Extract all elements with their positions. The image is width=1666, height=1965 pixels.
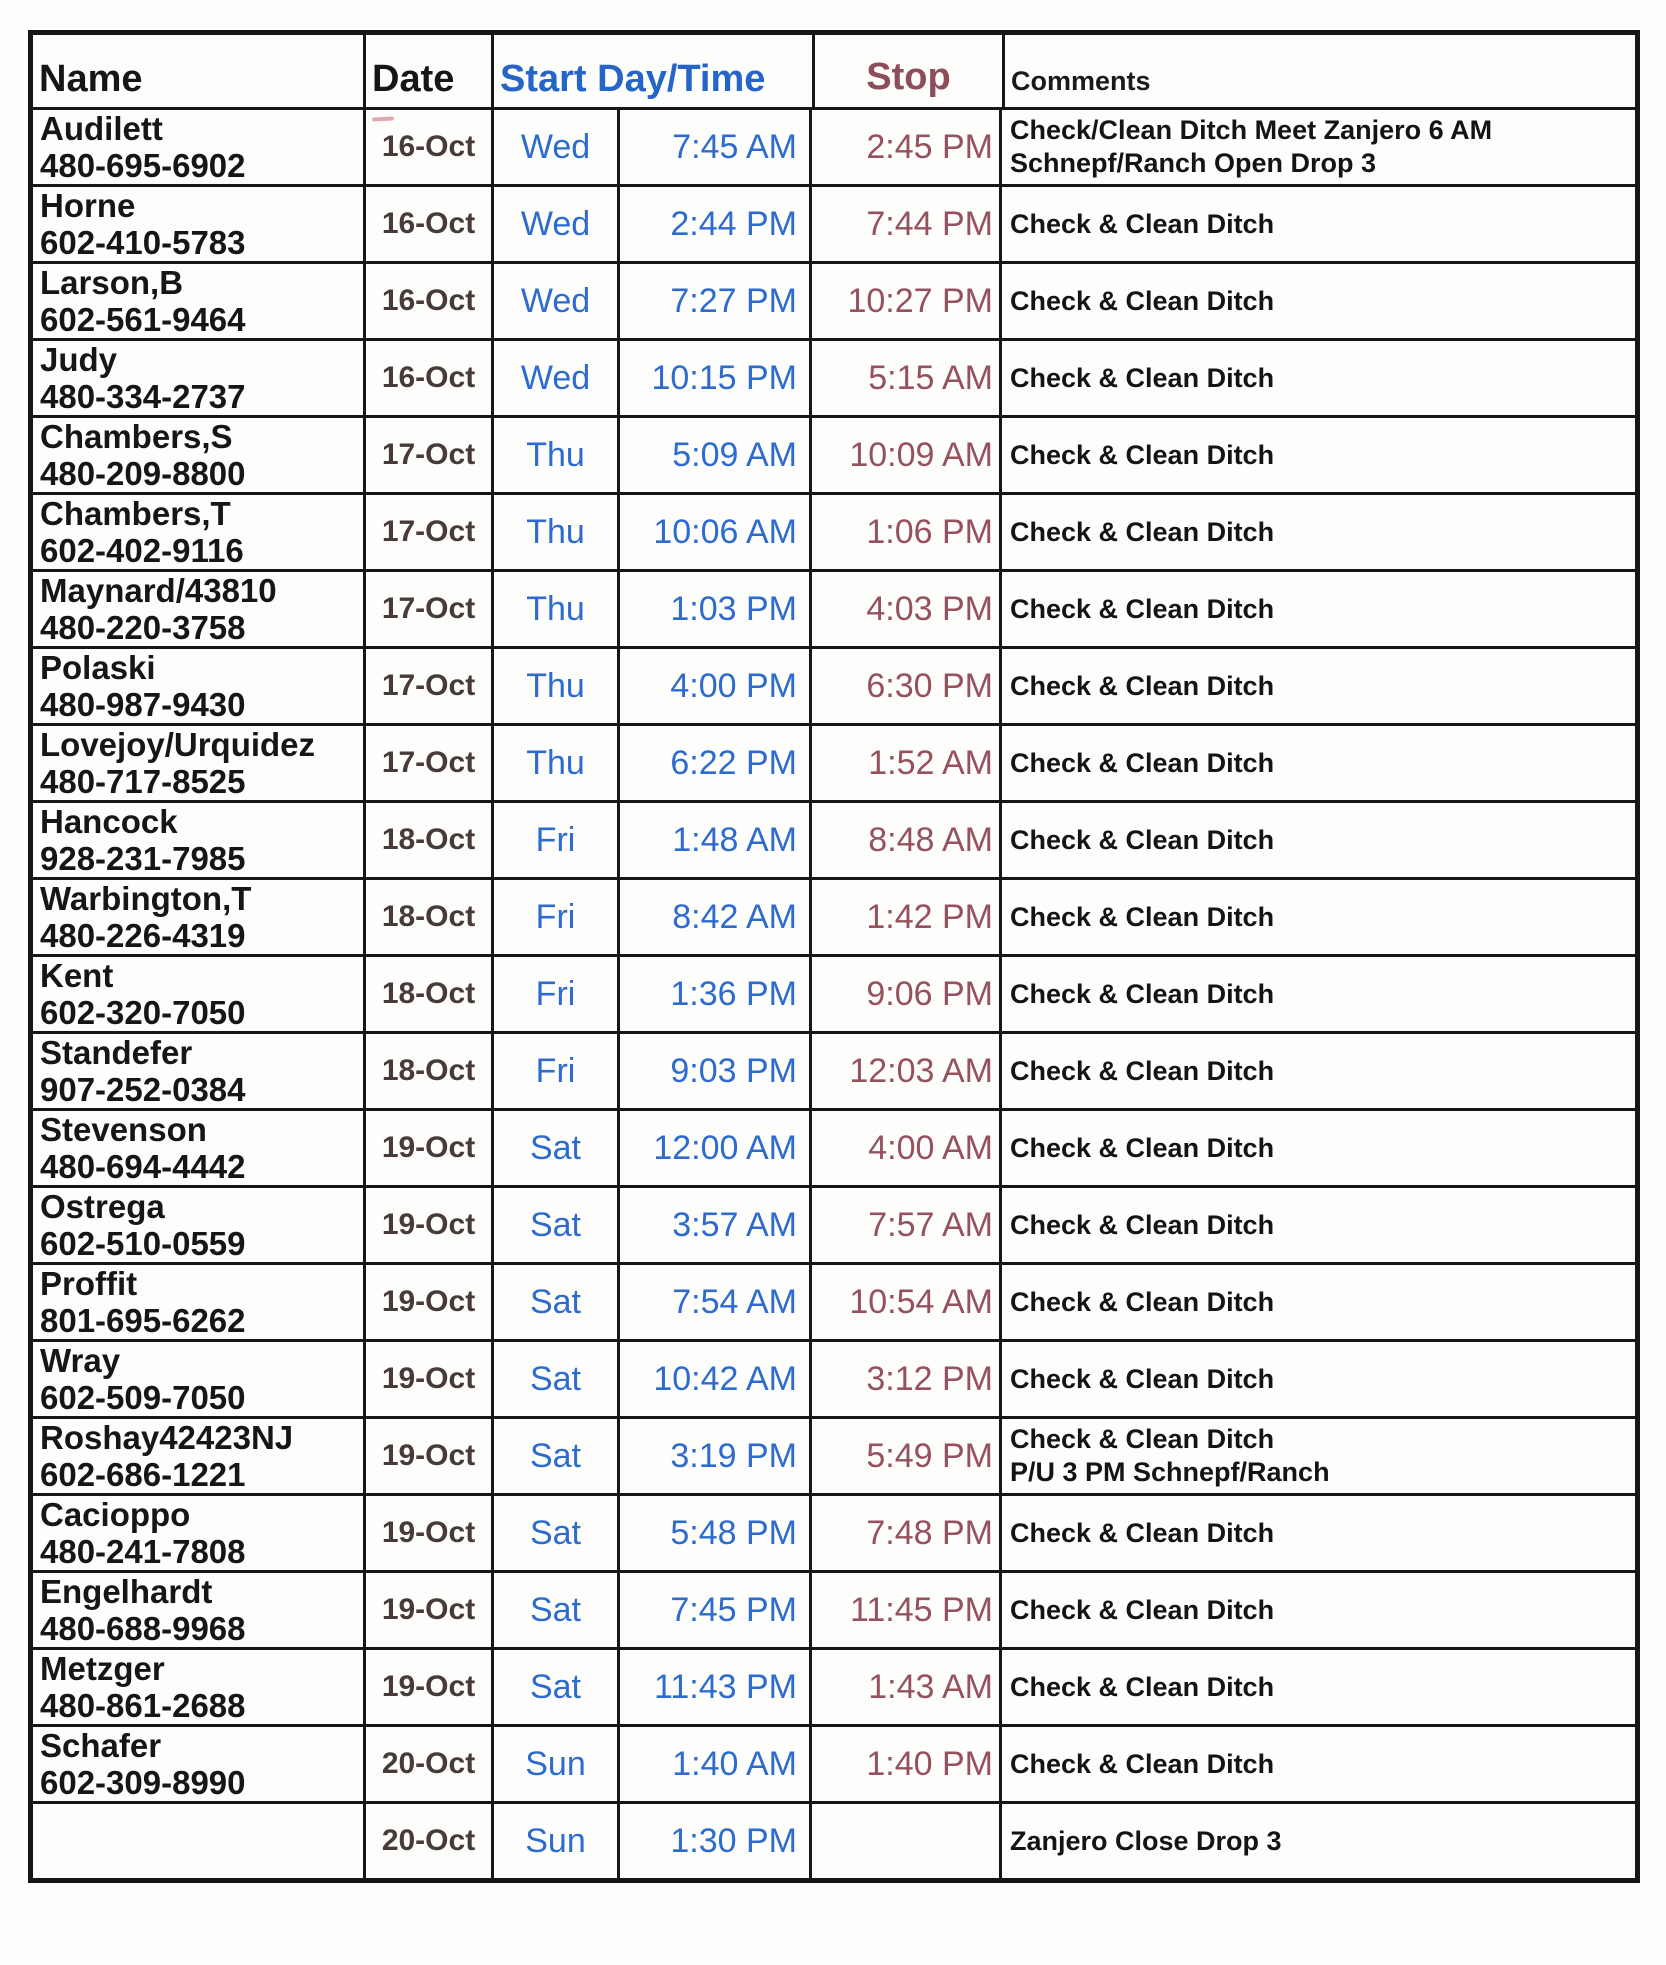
start-day-cell: Wed [491, 341, 617, 415]
comment-line: Check & Clean Ditch [1010, 362, 1275, 393]
table-row [33, 877, 1635, 954]
start-time-cell: 1:40 AM [617, 1727, 809, 1801]
comment-line: Check & Clean Ditch [1010, 516, 1275, 547]
customer-name: Chambers,S [40, 418, 233, 455]
date-cell: 18-Oct [363, 880, 491, 954]
table-row [33, 415, 1635, 492]
phone-number: 480-694-4442 [40, 1148, 246, 1185]
stop-time-cell [809, 1804, 999, 1878]
customer-name: Engelhardt [40, 1573, 213, 1610]
comments-cell [999, 110, 1635, 184]
comment-line: Check & Clean Ditch [1010, 1286, 1275, 1317]
name-cell [33, 495, 363, 569]
stop-time-cell: 2:45 PM [809, 110, 999, 184]
phone-number: 928-231-7985 [40, 840, 246, 877]
stop-time-cell: 5:15 AM [809, 341, 999, 415]
customer-name: Wray [40, 1342, 121, 1379]
name-cell [33, 726, 363, 800]
start-day-cell: Sat [491, 1573, 617, 1647]
start-day-cell: Fri [491, 803, 617, 877]
start-time-cell: 9:03 PM [617, 1034, 809, 1108]
date-cell: 17-Oct [363, 649, 491, 723]
start-time-cell: 1:03 PM [617, 572, 809, 646]
stop-time-cell: 9:06 PM [809, 957, 999, 1031]
start-time-cell: 7:45 PM [617, 1573, 809, 1647]
date-cell: 19-Oct [363, 1419, 491, 1493]
phone-number: 480-688-9968 [40, 1610, 246, 1647]
name-cell [33, 341, 363, 415]
start-day-cell: Sat [491, 1496, 617, 1570]
comment-line: Zanjero Close Drop 3 [1010, 1825, 1282, 1856]
comments-cell [999, 1188, 1635, 1262]
comments-cell [999, 1034, 1635, 1108]
phone-number: 602-509-7050 [40, 1379, 246, 1416]
start-time-cell: 6:22 PM [617, 726, 809, 800]
phone-number: 480-226-4319 [40, 917, 246, 954]
customer-name: Warbington,T [40, 880, 252, 917]
comment-line: Check & Clean Ditch [1010, 1209, 1275, 1240]
customer-name: Polaski [40, 649, 156, 686]
name-cell [33, 1111, 363, 1185]
comments-cell [999, 1342, 1635, 1416]
table-row [33, 646, 1635, 723]
name-cell [33, 264, 363, 338]
name-cell [33, 1188, 363, 1262]
table-row [33, 1416, 1635, 1493]
phone-number: 480-861-2688 [40, 1687, 246, 1724]
customer-name: Larson,B [40, 264, 184, 301]
comments-cell [999, 880, 1635, 954]
comment-line: Check & Clean Ditch [1010, 1363, 1275, 1394]
date-cell: 16-Oct [363, 341, 491, 415]
start-day-cell: Fri [491, 957, 617, 1031]
comment-line: Check & Clean Ditch [1010, 1424, 1275, 1454]
phone-number: 602-410-5783 [40, 224, 246, 261]
customer-name: Horne [40, 187, 136, 224]
comment-line: Check/Clean Ditch Meet Zanjero 6 AM [1010, 115, 1493, 145]
start-day-cell: Sat [491, 1419, 617, 1493]
comments-cell [999, 1419, 1635, 1493]
date-cell: 18-Oct [363, 957, 491, 1031]
phone-number: 480-695-6902 [40, 147, 246, 184]
comment-line: Check & Clean Ditch [1010, 1055, 1275, 1086]
stop-time-cell: 12:03 AM [809, 1034, 999, 1108]
header-row [33, 35, 1635, 107]
name-cell [33, 572, 363, 646]
start-time-cell: 5:48 PM [617, 1496, 809, 1570]
date-cell: 18-Oct [363, 1034, 491, 1108]
table-row [33, 1262, 1635, 1339]
start-day-cell: Wed [491, 187, 617, 261]
phone-number: 480-241-7808 [40, 1533, 246, 1570]
customer-name: Proffit [40, 1265, 138, 1302]
date-cell: 19-Oct [363, 1650, 491, 1724]
phone-number: 801-695-6262 [40, 1302, 246, 1339]
phone-number: 602-686-1221 [40, 1456, 246, 1493]
header-date: Date [363, 35, 491, 107]
stop-time-cell: 11:45 PM [809, 1573, 999, 1647]
date-cell: 19-Oct [363, 1342, 491, 1416]
comment-line: Check & Clean Ditch [1010, 285, 1275, 316]
table-row [33, 1493, 1635, 1570]
stop-time-cell: 1:06 PM [809, 495, 999, 569]
customer-name: Metzger [40, 1650, 165, 1687]
table-row [33, 492, 1635, 569]
start-time-cell: 3:19 PM [617, 1419, 809, 1493]
phone-number: 480-209-8800 [40, 455, 246, 492]
phone-number: 602-309-8990 [40, 1764, 246, 1801]
name-cell [33, 1650, 363, 1724]
start-day-cell: Thu [491, 418, 617, 492]
start-time-cell: 1:36 PM [617, 957, 809, 1031]
stop-time-cell: 1:42 PM [809, 880, 999, 954]
stop-time-cell: 7:48 PM [809, 1496, 999, 1570]
name-cell [33, 1265, 363, 1339]
comments-cell [999, 726, 1635, 800]
date-cell: 19-Oct [363, 1188, 491, 1262]
date-cell: 19-Oct [363, 1111, 491, 1185]
phone-number: 480-334-2737 [40, 378, 246, 415]
customer-name: Ostrega [40, 1188, 165, 1225]
name-cell [33, 803, 363, 877]
table-row [33, 569, 1635, 646]
date-cell: 17-Oct [363, 495, 491, 569]
name-cell [33, 110, 363, 184]
start-time-cell: 2:44 PM [617, 187, 809, 261]
customer-name: Standefer [40, 1034, 193, 1071]
table-row [33, 1339, 1635, 1416]
start-time-cell: 7:45 AM [617, 110, 809, 184]
header-stop: Stop [812, 35, 1002, 107]
name-cell [33, 649, 363, 723]
stop-time-cell: 8:48 AM [809, 803, 999, 877]
date-cell: 17-Oct [363, 726, 491, 800]
phone-number: 602-510-0559 [40, 1225, 246, 1262]
phone-number: 602-561-9464 [40, 301, 246, 338]
name-cell [33, 1804, 363, 1878]
customer-name: Stevenson [40, 1111, 207, 1148]
date-cell: 20-Oct [363, 1727, 491, 1801]
comment-line: Check & Clean Ditch [1010, 1671, 1275, 1702]
customer-name: Kent [40, 957, 114, 994]
date-cell: 16-Oct [363, 187, 491, 261]
comments-cell [999, 1650, 1635, 1724]
name-cell [33, 957, 363, 1031]
comments-cell [999, 1804, 1635, 1878]
start-time-cell: 1:48 AM [617, 803, 809, 877]
customer-name: Roshay42423NJ [40, 1419, 294, 1456]
comment-line: Check & Clean Ditch [1010, 593, 1275, 624]
stop-time-cell: 1:40 PM [809, 1727, 999, 1801]
name-cell [33, 1342, 363, 1416]
table-row [33, 954, 1635, 1031]
start-day-cell: Sat [491, 1650, 617, 1724]
start-time-cell: 10:15 PM [617, 341, 809, 415]
start-day-cell: Wed [491, 110, 617, 184]
start-time-cell: 1:30 PM [617, 1804, 809, 1878]
start-time-cell: 3:57 AM [617, 1188, 809, 1262]
start-day-cell: Sun [491, 1727, 617, 1801]
start-day-cell: Thu [491, 572, 617, 646]
table-row [33, 1570, 1635, 1647]
name-cell [33, 1419, 363, 1493]
start-time-cell: 10:06 AM [617, 495, 809, 569]
phone-number: 907-252-0384 [40, 1071, 246, 1108]
stop-time-cell: 1:43 AM [809, 1650, 999, 1724]
comment-line: Check & Clean Ditch [1010, 824, 1275, 855]
phone-number: 602-402-9116 [40, 532, 244, 569]
name-cell [33, 880, 363, 954]
start-time-cell: 7:54 AM [617, 1265, 809, 1339]
comment-line: Check & Clean Ditch [1010, 439, 1275, 470]
start-time-cell: 12:00 AM [617, 1111, 809, 1185]
start-day-cell: Sat [491, 1265, 617, 1339]
comments-cell [999, 341, 1635, 415]
customer-name: Schafer [40, 1727, 162, 1764]
customer-name: Chambers,T [40, 495, 231, 532]
table-row [33, 1724, 1635, 1801]
customer-name: Cacioppo [40, 1496, 191, 1533]
stop-time-cell: 7:57 AM [809, 1188, 999, 1262]
start-day-cell: Fri [491, 880, 617, 954]
header-comments: Comments [1002, 35, 1635, 107]
table-row [33, 1801, 1635, 1878]
comment-line: Check & Clean Ditch [1010, 1132, 1275, 1163]
table-row [33, 1108, 1635, 1185]
start-day-cell: Sat [491, 1188, 617, 1262]
comments-cell [999, 803, 1635, 877]
start-day-cell: Sat [491, 1342, 617, 1416]
header-start-day-time: Start Day/Time [491, 35, 812, 107]
date-cell: 19-Oct [363, 1265, 491, 1339]
comment-line: Check & Clean Ditch [1010, 670, 1275, 701]
start-time-cell: 7:27 PM [617, 264, 809, 338]
start-time-cell: 11:43 PM [617, 1650, 809, 1724]
comments-cell [999, 1265, 1635, 1339]
stop-time-cell: 3:12 PM [809, 1342, 999, 1416]
stop-time-cell: 4:00 AM [809, 1111, 999, 1185]
comment-line: Schnepf/Ranch Open Drop 3 [1010, 148, 1377, 178]
start-time-cell: 10:42 AM [617, 1342, 809, 1416]
comment-line: Check & Clean Ditch [1010, 747, 1275, 778]
comments-cell [999, 1727, 1635, 1801]
table-row [33, 338, 1635, 415]
phone-number: 602-320-7050 [40, 994, 246, 1031]
date-cell: 16-Oct [363, 264, 491, 338]
phone-number: 480-220-3758 [40, 609, 246, 646]
customer-name: Audilett [40, 110, 163, 147]
customer-name: Judy [40, 341, 118, 378]
comments-cell [999, 957, 1635, 1031]
comments-cell [999, 418, 1635, 492]
stop-time-cell: 4:03 PM [809, 572, 999, 646]
customer-name: Lovejoy/Urquidez [40, 726, 316, 763]
comments-cell [999, 495, 1635, 569]
name-cell [33, 187, 363, 261]
start-day-cell: Thu [491, 649, 617, 723]
table-row [33, 107, 1635, 184]
stop-time-cell: 5:49 PM [809, 1419, 999, 1493]
start-day-cell: Sat [491, 1111, 617, 1185]
stop-time-cell: 10:54 AM [809, 1265, 999, 1339]
comment-line: Check & Clean Ditch [1010, 1517, 1275, 1548]
comment-line: Check & Clean Ditch [1010, 208, 1275, 239]
date-cell: 19-Oct [363, 1496, 491, 1570]
comment-line: Check & Clean Ditch [1010, 978, 1275, 1009]
comment-line: P/U 3 PM Schnepf/Ranch [1010, 1457, 1330, 1487]
start-day-cell: Fri [491, 1034, 617, 1108]
start-time-cell: 4:00 PM [617, 649, 809, 723]
name-cell [33, 1034, 363, 1108]
phone-number: 480-987-9430 [40, 686, 246, 723]
phone-number: 480-717-8525 [40, 763, 246, 800]
comments-cell [999, 1573, 1635, 1647]
stop-time-cell: 10:09 AM [809, 418, 999, 492]
customer-name: Hancock [40, 803, 178, 840]
table-row [33, 800, 1635, 877]
start-time-cell: 5:09 AM [617, 418, 809, 492]
comments-cell [999, 649, 1635, 723]
table-row [33, 723, 1635, 800]
name-cell [33, 1573, 363, 1647]
comments-cell [999, 1496, 1635, 1570]
stop-time-cell: 6:30 PM [809, 649, 999, 723]
comment-line: Check & Clean Ditch [1010, 1594, 1275, 1625]
start-day-cell: Thu [491, 495, 617, 569]
comment-line: Check & Clean Ditch [1010, 1748, 1275, 1779]
comments-cell [999, 264, 1635, 338]
table-row [33, 261, 1635, 338]
date-cell: 18-Oct [363, 803, 491, 877]
table-row [33, 1185, 1635, 1262]
comments-cell [999, 187, 1635, 261]
date-cell: 20-Oct [363, 1804, 491, 1878]
schedule-table [28, 30, 1640, 1883]
start-day-cell: Wed [491, 264, 617, 338]
stop-time-cell: 10:27 PM [809, 264, 999, 338]
name-cell [33, 1727, 363, 1801]
table-row [33, 1647, 1635, 1724]
customer-name: Maynard/43810 [40, 572, 277, 609]
start-day-cell: Thu [491, 726, 617, 800]
comment-line: Check & Clean Ditch [1010, 901, 1275, 932]
name-cell [33, 1496, 363, 1570]
comments-cell [999, 1111, 1635, 1185]
date-cell: 17-Oct [363, 572, 491, 646]
table-row [33, 184, 1635, 261]
stop-time-cell: 1:52 AM [809, 726, 999, 800]
stop-time-cell: 7:44 PM [809, 187, 999, 261]
date-cell: 16-Oct [363, 110, 491, 184]
table-row [33, 1031, 1635, 1108]
start-day-cell: Sun [491, 1804, 617, 1878]
start-time-cell: 8:42 AM [617, 880, 809, 954]
date-cell: 19-Oct [363, 1573, 491, 1647]
name-cell [33, 418, 363, 492]
comments-cell [999, 572, 1635, 646]
table-body [33, 107, 1635, 1878]
date-cell: 17-Oct [363, 418, 491, 492]
header-name: Name [39, 58, 143, 100]
